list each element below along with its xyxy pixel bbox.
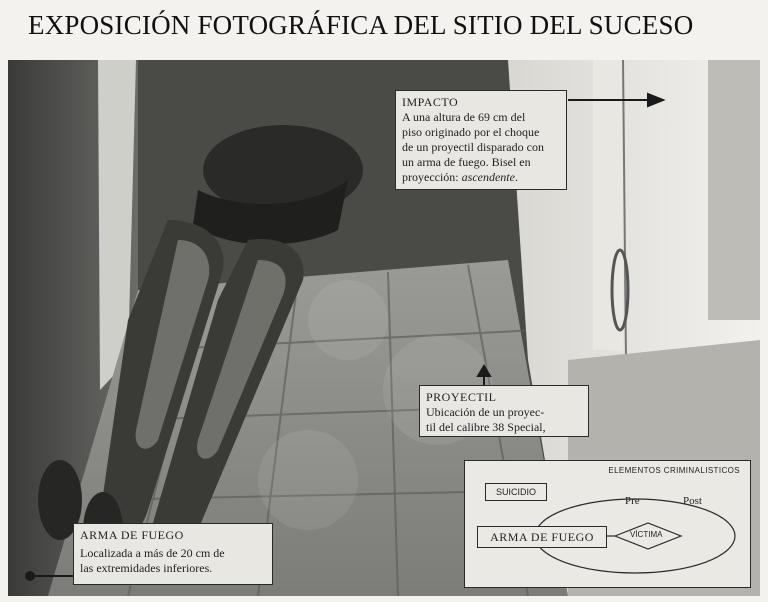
- proyectil-line-1: Ubicación de un proyec-: [426, 405, 545, 419]
- criminalistic-elements-diagram: [464, 460, 751, 588]
- victima-label: VÍCTIMA: [630, 530, 663, 539]
- diagram-title: ELEMENTOS CRIMINALISTICOS: [608, 466, 740, 475]
- impacto-line-5: [402, 170, 560, 185]
- arma-label: [73, 523, 273, 585]
- impacto-line-5-suffix: .: [514, 170, 518, 184]
- proyectil-line-2: til del calibre 38 Special,: [426, 420, 546, 434]
- post-label: Post: [683, 495, 702, 507]
- arma-de-fuego-box: ARMA DE FUEGO: [477, 526, 607, 548]
- arma-heading: ARMA DE FUEGO: [80, 528, 184, 542]
- impacto-heading: IMPACTO: [402, 95, 459, 109]
- suicidio-box: SUICIDIO: [485, 483, 547, 501]
- proyectil-heading: PROYECTIL: [426, 390, 497, 404]
- impacto-line-5-emphasis: ascendente: [461, 170, 515, 184]
- pre-label: Pre: [625, 495, 640, 507]
- impacto-line-3: de un proyectil disparado con: [402, 140, 544, 154]
- arma-line-1: Localizada a más de 20 cm de: [80, 546, 225, 560]
- impacto-line-2: piso originado por el choque: [402, 125, 540, 139]
- page-title: EXPOSICIÓN FOTOGRÁFICA DEL SITIO DEL SUCESO: [28, 10, 694, 40]
- proyectil-label: [419, 385, 589, 437]
- impacto-label: [395, 90, 567, 190]
- impacto-line-5-prefix: proyección:: [402, 170, 462, 184]
- impacto-line-4: un arma de fuego. Bisel en: [402, 155, 531, 169]
- impacto-line-1: A una altura de 69 cm del: [402, 110, 526, 124]
- diagram-shapes: [465, 461, 752, 589]
- arma-line-2: las extremidades inferiores.: [80, 561, 213, 575]
